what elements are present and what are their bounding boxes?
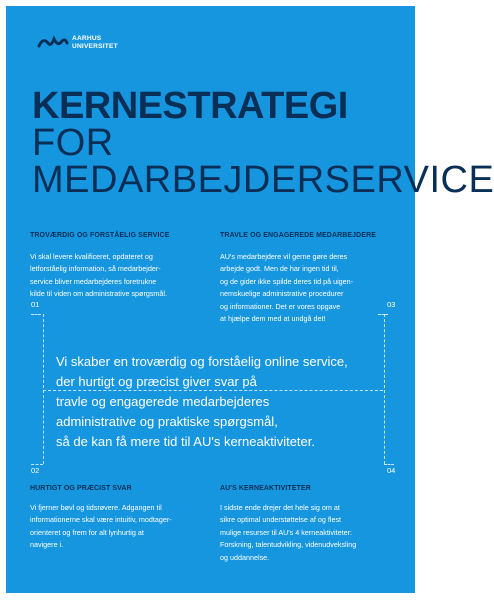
title-line2: FOR xyxy=(32,122,114,164)
statement-line-5: så de kan få mere tid til AU's kerneaktiviteter. xyxy=(56,434,315,449)
strategy-poster xyxy=(6,6,494,593)
au-logo-mark-icon xyxy=(38,35,68,49)
section-02-line: Vi fjerner bøvl og tidsrøvere. Adgangen til xyxy=(30,503,162,512)
section-heading-01: TROVÆRDIG OG FORSTÅELIG SERVICE xyxy=(30,232,170,239)
section-04-line: I sidste ende drejer det hele sig om at xyxy=(220,503,340,512)
section-03-line: og de gider ikke spilde deres tid på uigen- xyxy=(220,276,354,286)
section-heading-03: TRAVLE OG ENGAGEREDE MEDARBEJDERE xyxy=(220,232,377,239)
frame-line-bottom-left xyxy=(31,464,43,465)
logo-line2: UNIVERSITET xyxy=(72,43,118,50)
au-logo xyxy=(38,33,148,57)
section-04-line: sikre optimal understøttelse af og flest xyxy=(220,515,342,525)
section-01-line: letforståelig information, så medarbejder- xyxy=(30,264,161,274)
section-03-line: AU's medarbejdere vil gerne gøre deres xyxy=(220,252,348,261)
section-03-line: arbejde godt. Men de har ingen tid til, xyxy=(220,264,339,274)
title-line3: MEDARBEJDERSERVICE xyxy=(32,159,494,201)
statement-line-2: der hurtigt og præcist giver svar på xyxy=(56,374,257,389)
statement-line-1: Vi skaber en troværdig og forståelig online service, xyxy=(56,354,348,369)
au-logo-text xyxy=(72,35,118,51)
section-04-line: og uddannelse. xyxy=(220,552,270,562)
frame-line-bottom-right xyxy=(384,464,394,465)
title-line1: KERNESTRATEGI xyxy=(32,85,348,127)
section-heading-04: AU'S KERNEAKTIVITETER xyxy=(220,485,311,492)
section-01-line: service bliver medarbejderes foretrukne xyxy=(30,276,157,286)
section-02-line: informationerne skal være intuitiv, modtager- xyxy=(30,515,172,525)
statement-line-3: travle og engagerede medarbejderes xyxy=(56,394,270,409)
section-01-line: kilde til viden om administrative spørgsmål. xyxy=(30,289,168,299)
section-04-line: mulige resurser til AU's 4 kerneaktiviteter: xyxy=(220,527,352,537)
section-03-line: at hjælpe dem med at undgå det! xyxy=(220,314,326,324)
section-03-line: nemskuelige administrative procedurer xyxy=(220,289,344,299)
section-number-02: 02 xyxy=(31,466,40,475)
section-number-01: 01 xyxy=(31,300,40,309)
section-04-line: Forskning, talentudvikling, videnudveksling xyxy=(220,540,357,550)
section-02-line: navigere i. xyxy=(30,540,64,550)
frame-line-right xyxy=(384,314,385,464)
section-03-line: og informationer. Det er vores opgave xyxy=(220,301,341,311)
section-number-03: 03 xyxy=(387,300,396,309)
section-body-02 xyxy=(30,502,195,552)
section-body-03 xyxy=(220,251,385,325)
section-body-04 xyxy=(220,502,385,564)
statement-line-4: administrative og praktiske spørgsmål, xyxy=(56,414,278,429)
section-heading-02: HURTIGT OG PRÆCIST SVAR xyxy=(30,485,132,492)
logo-line1: AARHUS xyxy=(72,35,102,42)
section-body-01 xyxy=(30,251,195,301)
frame-line-top-left xyxy=(31,314,41,315)
frame-line-left xyxy=(43,314,44,464)
section-02-line: orienteret og frem for alt lynhurtig at xyxy=(30,527,144,537)
section-01-line: Vi skal levere kvalificeret, opdateret og xyxy=(30,252,153,261)
section-number-04: 04 xyxy=(387,466,396,475)
frame-line-top-right xyxy=(378,314,388,315)
